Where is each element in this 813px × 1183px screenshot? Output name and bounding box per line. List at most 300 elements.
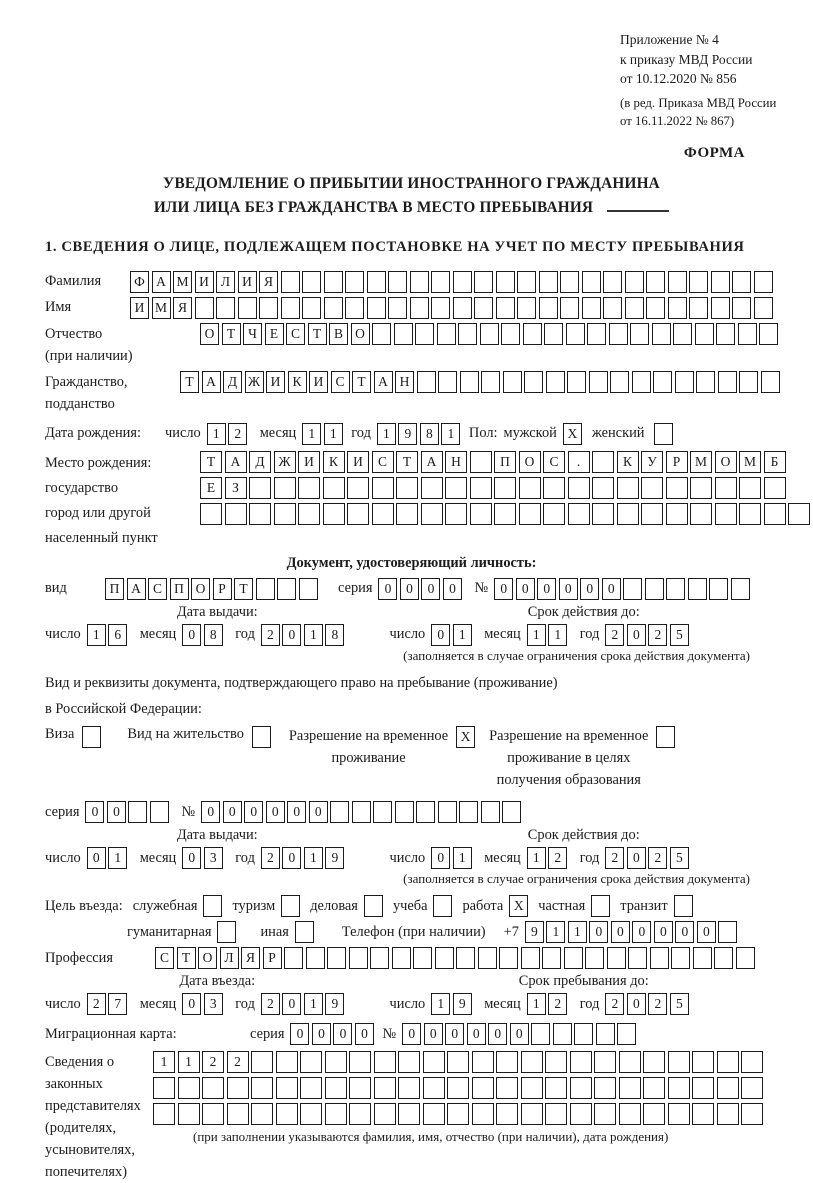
char-cell[interactable]: К: [323, 451, 345, 473]
char-cell[interactable]: [299, 578, 318, 600]
temp-residence-edu-checkbox[interactable]: [656, 726, 675, 748]
char-cell[interactable]: 0: [402, 1023, 421, 1045]
char-cell[interactable]: [372, 477, 394, 499]
char-cell[interactable]: [564, 947, 583, 969]
char-cell[interactable]: [388, 297, 407, 319]
char-cell[interactable]: [546, 371, 565, 393]
char-cell[interactable]: [519, 477, 541, 499]
char-cell[interactable]: [396, 503, 418, 525]
char-cell[interactable]: 8: [325, 624, 344, 646]
char-cell[interactable]: [625, 297, 644, 319]
char-cell[interactable]: 5: [670, 624, 689, 646]
char-cell[interactable]: [570, 1103, 592, 1125]
char-cell[interactable]: 9: [325, 847, 344, 869]
char-cell[interactable]: Т: [222, 323, 241, 345]
char-cell[interactable]: 1: [324, 423, 343, 445]
char-cell[interactable]: [592, 451, 614, 473]
char-cell[interactable]: [582, 297, 601, 319]
char-cell[interactable]: [689, 297, 708, 319]
char-cell[interactable]: [741, 1077, 763, 1099]
char-cell[interactable]: [609, 323, 628, 345]
char-cell[interactable]: [695, 323, 714, 345]
char-cell[interactable]: [570, 1077, 592, 1099]
char-cell[interactable]: 1: [377, 423, 396, 445]
char-cell[interactable]: [754, 271, 773, 293]
char-cell[interactable]: [560, 271, 579, 293]
char-cell[interactable]: Т: [396, 451, 418, 473]
char-cell[interactable]: [276, 1077, 298, 1099]
char-cell[interactable]: [711, 297, 730, 319]
char-cell[interactable]: [718, 371, 737, 393]
char-cell[interactable]: [603, 271, 622, 293]
char-cell[interactable]: [709, 578, 728, 600]
char-cell[interactable]: [474, 271, 493, 293]
char-cell[interactable]: [630, 323, 649, 345]
char-cell[interactable]: 0: [510, 1023, 529, 1045]
char-cell[interactable]: [349, 947, 368, 969]
char-cell[interactable]: [200, 503, 222, 525]
char-cell[interactable]: [373, 801, 392, 823]
char-cell[interactable]: Т: [234, 578, 253, 600]
char-cell[interactable]: [619, 1103, 641, 1125]
char-cell[interactable]: 3: [204, 847, 223, 869]
char-cell[interactable]: [560, 297, 579, 319]
char-cell[interactable]: 2: [548, 847, 567, 869]
char-cell[interactable]: Я: [241, 947, 260, 969]
char-cell[interactable]: [437, 323, 456, 345]
char-cell[interactable]: [715, 503, 737, 525]
char-cell[interactable]: 0: [494, 578, 513, 600]
char-cell[interactable]: 9: [325, 993, 344, 1015]
char-cell[interactable]: 1: [568, 921, 587, 943]
char-cell[interactable]: 0: [602, 578, 621, 600]
char-cell[interactable]: [496, 1103, 518, 1125]
char-cell[interactable]: [459, 801, 478, 823]
char-cell[interactable]: [619, 1051, 641, 1073]
char-cell[interactable]: [671, 947, 690, 969]
char-cell[interactable]: [668, 1077, 690, 1099]
char-cell[interactable]: [302, 271, 321, 293]
char-cell[interactable]: С: [543, 451, 565, 473]
char-cell[interactable]: [607, 947, 626, 969]
char-cell[interactable]: [690, 503, 712, 525]
char-cell[interactable]: [251, 1103, 273, 1125]
char-cell[interactable]: [587, 323, 606, 345]
char-cell[interactable]: [717, 1103, 739, 1125]
char-cell[interactable]: [330, 801, 349, 823]
char-cell[interactable]: [519, 503, 541, 525]
char-cell[interactable]: [542, 947, 561, 969]
char-cell[interactable]: 1: [207, 423, 226, 445]
char-cell[interactable]: [717, 1051, 739, 1073]
char-cell[interactable]: [594, 1103, 616, 1125]
char-cell[interactable]: [592, 503, 614, 525]
char-cell[interactable]: [374, 1103, 396, 1125]
char-cell[interactable]: О: [200, 323, 219, 345]
char-cell[interactable]: [281, 271, 300, 293]
char-cell[interactable]: 0: [244, 801, 263, 823]
char-cell[interactable]: [666, 578, 685, 600]
char-cell[interactable]: Н: [445, 451, 467, 473]
char-cell[interactable]: [531, 1023, 550, 1045]
char-cell[interactable]: [764, 477, 786, 499]
char-cell[interactable]: [300, 1077, 322, 1099]
char-cell[interactable]: [478, 947, 497, 969]
char-cell[interactable]: 0: [516, 578, 535, 600]
char-cell[interactable]: [754, 297, 773, 319]
char-cell[interactable]: Е: [200, 477, 222, 499]
char-cell[interactable]: [666, 503, 688, 525]
char-cell[interactable]: [423, 1051, 445, 1073]
char-cell[interactable]: [345, 271, 364, 293]
char-cell[interactable]: [416, 801, 435, 823]
char-cell[interactable]: 1: [87, 624, 106, 646]
char-cell[interactable]: [668, 1103, 690, 1125]
char-cell[interactable]: [352, 801, 371, 823]
char-cell[interactable]: [539, 271, 558, 293]
char-cell[interactable]: 2: [261, 624, 280, 646]
char-cell[interactable]: [374, 1077, 396, 1099]
char-cell[interactable]: [652, 323, 671, 345]
char-cell[interactable]: [501, 323, 520, 345]
char-cell[interactable]: 9: [453, 993, 472, 1015]
char-cell[interactable]: [438, 371, 457, 393]
char-cell[interactable]: [276, 1051, 298, 1073]
char-cell[interactable]: [470, 503, 492, 525]
char-cell[interactable]: И: [309, 371, 328, 393]
purpose-business-checkbox[interactable]: [364, 895, 383, 917]
char-cell[interactable]: 5: [670, 847, 689, 869]
visa-checkbox[interactable]: [82, 726, 101, 748]
char-cell[interactable]: [225, 503, 247, 525]
char-cell[interactable]: [494, 477, 516, 499]
char-cell[interactable]: 1: [304, 993, 323, 1015]
char-cell[interactable]: 0: [421, 578, 440, 600]
char-cell[interactable]: [692, 1103, 714, 1125]
char-cell[interactable]: [150, 801, 169, 823]
char-cell[interactable]: [349, 1103, 371, 1125]
char-cell[interactable]: 7: [108, 993, 127, 1015]
char-cell[interactable]: [568, 477, 590, 499]
char-cell[interactable]: У: [641, 451, 663, 473]
char-cell[interactable]: 1: [546, 921, 565, 943]
char-cell[interactable]: А: [152, 271, 171, 293]
char-cell[interactable]: 2: [548, 993, 567, 1015]
char-cell[interactable]: 0: [333, 1023, 352, 1045]
char-cell[interactable]: Р: [263, 947, 282, 969]
char-cell[interactable]: [603, 297, 622, 319]
char-cell[interactable]: [325, 1103, 347, 1125]
char-cell[interactable]: [325, 1051, 347, 1073]
char-cell[interactable]: [431, 297, 450, 319]
char-cell[interactable]: 1: [527, 624, 546, 646]
char-cell[interactable]: 0: [589, 921, 608, 943]
char-cell[interactable]: [543, 503, 565, 525]
char-cell[interactable]: [641, 503, 663, 525]
char-cell[interactable]: [689, 271, 708, 293]
char-cell[interactable]: [298, 503, 320, 525]
char-cell[interactable]: 2: [605, 993, 624, 1015]
char-cell[interactable]: [458, 323, 477, 345]
char-cell[interactable]: 0: [378, 578, 397, 600]
char-cell[interactable]: [718, 921, 737, 943]
char-cell[interactable]: [367, 271, 386, 293]
char-cell[interactable]: 0: [223, 801, 242, 823]
char-cell[interactable]: [178, 1103, 200, 1125]
char-cell[interactable]: 0: [282, 993, 301, 1015]
char-cell[interactable]: 0: [467, 1023, 486, 1045]
char-cell[interactable]: 0: [290, 1023, 309, 1045]
char-cell[interactable]: И: [195, 271, 214, 293]
char-cell[interactable]: 0: [443, 578, 462, 600]
char-cell[interactable]: [738, 323, 757, 345]
char-cell[interactable]: Я: [173, 297, 192, 319]
char-cell[interactable]: Д: [223, 371, 242, 393]
char-cell[interactable]: [323, 503, 345, 525]
char-cell[interactable]: [251, 1077, 273, 1099]
char-cell[interactable]: 0: [282, 624, 301, 646]
char-cell[interactable]: 8: [420, 423, 439, 445]
char-cell[interactable]: [470, 451, 492, 473]
char-cell[interactable]: [646, 271, 665, 293]
char-cell[interactable]: [323, 477, 345, 499]
char-cell[interactable]: [392, 947, 411, 969]
char-cell[interactable]: [759, 323, 778, 345]
char-cell[interactable]: [596, 1023, 615, 1045]
char-cell[interactable]: [472, 1051, 494, 1073]
char-cell[interactable]: [195, 297, 214, 319]
char-cell[interactable]: [625, 271, 644, 293]
char-cell[interactable]: 0: [107, 801, 126, 823]
char-cell[interactable]: 1: [108, 847, 127, 869]
char-cell[interactable]: М: [152, 297, 171, 319]
char-cell[interactable]: 2: [87, 993, 106, 1015]
char-cell[interactable]: [673, 323, 692, 345]
char-cell[interactable]: 1: [178, 1051, 200, 1073]
char-cell[interactable]: [481, 801, 500, 823]
char-cell[interactable]: 0: [675, 921, 694, 943]
char-cell[interactable]: 0: [266, 801, 285, 823]
char-cell[interactable]: [610, 371, 629, 393]
char-cell[interactable]: [274, 503, 296, 525]
char-cell[interactable]: 2: [227, 1051, 249, 1073]
char-cell[interactable]: [690, 477, 712, 499]
char-cell[interactable]: 1: [527, 847, 546, 869]
char-cell[interactable]: [645, 578, 664, 600]
char-cell[interactable]: [696, 371, 715, 393]
char-cell[interactable]: Д: [249, 451, 271, 473]
char-cell[interactable]: [438, 801, 457, 823]
char-cell[interactable]: А: [374, 371, 393, 393]
char-cell[interactable]: [641, 477, 663, 499]
char-cell[interactable]: [668, 271, 687, 293]
purpose-private-checkbox[interactable]: [591, 895, 610, 917]
char-cell[interactable]: [643, 1077, 665, 1099]
char-cell[interactable]: 0: [627, 847, 646, 869]
char-cell[interactable]: [517, 297, 536, 319]
char-cell[interactable]: [153, 1077, 175, 1099]
char-cell[interactable]: 2: [261, 993, 280, 1015]
char-cell[interactable]: [445, 503, 467, 525]
char-cell[interactable]: [496, 297, 515, 319]
char-cell[interactable]: [545, 1103, 567, 1125]
char-cell[interactable]: Ж: [245, 371, 264, 393]
char-cell[interactable]: [568, 503, 590, 525]
char-cell[interactable]: 0: [627, 624, 646, 646]
char-cell[interactable]: [300, 1103, 322, 1125]
temp-residence-checkbox[interactable]: X: [456, 726, 475, 748]
char-cell[interactable]: [517, 271, 536, 293]
char-cell[interactable]: [543, 477, 565, 499]
char-cell[interactable]: [298, 477, 320, 499]
char-cell[interactable]: [523, 323, 542, 345]
char-cell[interactable]: Л: [216, 271, 235, 293]
char-cell[interactable]: [474, 297, 493, 319]
char-cell[interactable]: О: [519, 451, 541, 473]
char-cell[interactable]: 1: [453, 624, 472, 646]
char-cell[interactable]: [460, 371, 479, 393]
char-cell[interactable]: 1: [304, 847, 323, 869]
char-cell[interactable]: [398, 1103, 420, 1125]
char-cell[interactable]: [741, 1051, 763, 1073]
char-cell[interactable]: [153, 1103, 175, 1125]
char-cell[interactable]: 0: [559, 578, 578, 600]
char-cell[interactable]: [472, 1077, 494, 1099]
char-cell[interactable]: 0: [611, 921, 630, 943]
char-cell[interactable]: 0: [537, 578, 556, 600]
char-cell[interactable]: [128, 801, 147, 823]
char-cell[interactable]: [445, 477, 467, 499]
char-cell[interactable]: [284, 947, 303, 969]
char-cell[interactable]: П: [494, 451, 516, 473]
char-cell[interactable]: 1: [431, 993, 450, 1015]
char-cell[interactable]: 0: [182, 847, 201, 869]
sex-female-checkbox[interactable]: [654, 423, 673, 445]
char-cell[interactable]: [643, 1051, 665, 1073]
char-cell[interactable]: С: [286, 323, 305, 345]
char-cell[interactable]: [178, 1077, 200, 1099]
char-cell[interactable]: С: [372, 451, 394, 473]
char-cell[interactable]: [447, 1103, 469, 1125]
char-cell[interactable]: [302, 297, 321, 319]
char-cell[interactable]: [447, 1051, 469, 1073]
char-cell[interactable]: 1: [153, 1051, 175, 1073]
char-cell[interactable]: [249, 503, 271, 525]
char-cell[interactable]: 0: [632, 921, 651, 943]
char-cell[interactable]: [374, 1051, 396, 1073]
char-cell[interactable]: 0: [445, 1023, 464, 1045]
char-cell[interactable]: Ч: [243, 323, 262, 345]
char-cell[interactable]: [453, 271, 472, 293]
char-cell[interactable]: 0: [488, 1023, 507, 1045]
char-cell[interactable]: 0: [580, 578, 599, 600]
char-cell[interactable]: 0: [182, 624, 201, 646]
char-cell[interactable]: [349, 1077, 371, 1099]
char-cell[interactable]: Н: [395, 371, 414, 393]
char-cell[interactable]: 0: [282, 847, 301, 869]
char-cell[interactable]: [524, 371, 543, 393]
char-cell[interactable]: [646, 297, 665, 319]
char-cell[interactable]: А: [421, 451, 443, 473]
char-cell[interactable]: [736, 947, 755, 969]
char-cell[interactable]: [370, 947, 389, 969]
char-cell[interactable]: 1: [441, 423, 460, 445]
char-cell[interactable]: [668, 297, 687, 319]
char-cell[interactable]: Л: [220, 947, 239, 969]
char-cell[interactable]: [306, 947, 325, 969]
char-cell[interactable]: С: [331, 371, 350, 393]
char-cell[interactable]: [347, 477, 369, 499]
char-cell[interactable]: [716, 323, 735, 345]
char-cell[interactable]: 2: [605, 624, 624, 646]
char-cell[interactable]: [496, 1051, 518, 1073]
char-cell[interactable]: [372, 323, 391, 345]
char-cell[interactable]: [499, 947, 518, 969]
char-cell[interactable]: [675, 371, 694, 393]
char-cell[interactable]: [521, 947, 540, 969]
char-cell[interactable]: И: [347, 451, 369, 473]
residence-permit-checkbox[interactable]: [252, 726, 271, 748]
char-cell[interactable]: 2: [261, 847, 280, 869]
purpose-other-checkbox[interactable]: [295, 921, 314, 943]
char-cell[interactable]: 2: [648, 993, 667, 1015]
char-cell[interactable]: [395, 801, 414, 823]
char-cell[interactable]: Б: [764, 451, 786, 473]
char-cell[interactable]: И: [298, 451, 320, 473]
char-cell[interactable]: М: [690, 451, 712, 473]
char-cell[interactable]: 2: [202, 1051, 224, 1073]
char-cell[interactable]: [324, 271, 343, 293]
char-cell[interactable]: П: [105, 578, 124, 600]
char-cell[interactable]: [202, 1077, 224, 1099]
char-cell[interactable]: [585, 947, 604, 969]
char-cell[interactable]: Т: [177, 947, 196, 969]
char-cell[interactable]: 2: [228, 423, 247, 445]
char-cell[interactable]: [202, 1103, 224, 1125]
char-cell[interactable]: А: [225, 451, 247, 473]
char-cell[interactable]: [435, 947, 454, 969]
char-cell[interactable]: 0: [287, 801, 306, 823]
char-cell[interactable]: [453, 297, 472, 319]
char-cell[interactable]: О: [715, 451, 737, 473]
char-cell[interactable]: [692, 1051, 714, 1073]
char-cell[interactable]: [421, 477, 443, 499]
char-cell[interactable]: [567, 371, 586, 393]
char-cell[interactable]: С: [148, 578, 167, 600]
char-cell[interactable]: [494, 503, 516, 525]
char-cell[interactable]: [398, 1077, 420, 1099]
char-cell[interactable]: [688, 578, 707, 600]
char-cell[interactable]: 2: [605, 847, 624, 869]
char-cell[interactable]: [628, 947, 647, 969]
char-cell[interactable]: 2: [648, 847, 667, 869]
char-cell[interactable]: [545, 1077, 567, 1099]
char-cell[interactable]: [349, 1051, 371, 1073]
char-cell[interactable]: [259, 297, 278, 319]
char-cell[interactable]: [480, 323, 499, 345]
char-cell[interactable]: И: [130, 297, 149, 319]
char-cell[interactable]: [281, 297, 300, 319]
char-cell[interactable]: [470, 477, 492, 499]
char-cell[interactable]: [256, 578, 275, 600]
char-cell[interactable]: .: [568, 451, 590, 473]
char-cell[interactable]: [623, 578, 642, 600]
char-cell[interactable]: Т: [200, 451, 222, 473]
char-cell[interactable]: Ф: [130, 271, 149, 293]
char-cell[interactable]: [715, 477, 737, 499]
char-cell[interactable]: [394, 323, 413, 345]
char-cell[interactable]: [372, 503, 394, 525]
